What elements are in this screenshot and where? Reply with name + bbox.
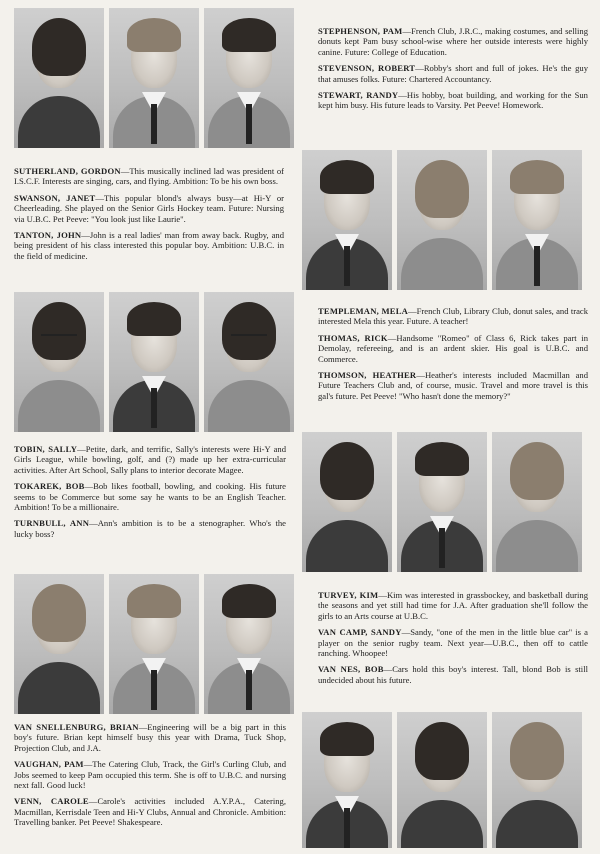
photo-row-3 (14, 292, 294, 432)
bio-entry: STEPHENSON, PAM—French Club, J.R.C., making costumes, and selling donuts kept Pam busy school-wise where her outside interests were highly canine. Future: College of Education. (318, 26, 588, 57)
portrait-tokarek-bob (397, 432, 487, 572)
bio-entry: THOMAS, RICK—Handsome "Romeo" of Class 6, Rick takes part in Demolay, refereeing, and is an ardent skier. His goal is U.B.C. and Commerce. (318, 332, 588, 364)
bio-block-4 (14, 444, 286, 545)
portrait-venn-carole (492, 712, 582, 848)
bio-block-6 (14, 722, 286, 834)
portrait-van-snellenburg-brian (302, 712, 392, 848)
portrait-van-nes-bob (204, 574, 294, 714)
portrait-turnbull-ann (492, 432, 582, 572)
bio-entry: STEWART, RANDY—His hobby, boat building, and working for the Sun kept him busy. His future leads to Varsity. Pet Peeve! Homework. (318, 90, 588, 111)
portrait-stephenson-pam (14, 8, 104, 148)
bio-block-1 (318, 26, 588, 117)
photo-row-2 (302, 150, 582, 290)
bio-block-2 (14, 166, 284, 267)
portrait-sutherland-gordon (302, 150, 392, 290)
portrait-vaughan-pam (397, 712, 487, 848)
portrait-thomas-rick (109, 292, 199, 432)
portrait-tanton-john (492, 150, 582, 290)
bio-entry: VAN NES, BOB—Cars hold this boy's interest. Tall, blond Bob is still undecided about his future. (318, 664, 588, 685)
bio-block-3 (318, 306, 588, 407)
bio-entry: SWANSON, JANET—This popular blond's always busy—at Hi-Y or Cheerleading. She played on the Senior Girls Hockey team. Future: Nursing via U.B.C. Pet Peeve: "You look just like Laurie". (14, 192, 284, 224)
portrait-stevenson-robert (109, 8, 199, 148)
bio-entry: TOBIN, SALLY—Petite, dark, and terrific, Sally's interests were Hi-Y and Girls League, while bowling, golf, and (?) made up her extra-curricular activities. After Art School, Sally plans to interior decorate Magee. (14, 444, 287, 475)
photo-row-5 (14, 574, 294, 714)
portrait-van-camp-sandy (109, 574, 199, 714)
bio-entry: VAN CAMP, SANDY—Sandy, "one of the men in the little blue car" is a player on the senior rugby team. Next year—U.B.C., then off to cattle ranching. Whoopee! (318, 627, 588, 659)
portrait-turvey-kim (14, 574, 104, 714)
portrait-tobin-sally (302, 432, 392, 572)
portrait-templeman-mela (14, 292, 104, 432)
bio-entry: TOKAREK, BOB—Bob likes football, bowling, and cooking. His future seems to be Commerce but some say he wants to be an English Teacher. Ambition! To be a millionaire. (14, 481, 286, 513)
photo-row-4 (302, 432, 582, 572)
bio-block-5 (318, 590, 588, 691)
bio-entry: TANTON, JOHN—John is a real ladies' man from away back. Rugby, and being president of his class interested this popular boy. Ambition: U.B.C. in the field of medicine. (14, 230, 284, 261)
bio-entry: VENN, CAROLE—Carole's activities included A.Y.P.A., Catering, Macmillan, Kerrisdale Teen and Hi-Y Clubs, Annual and Chronicle. Ambition: Travelling banker. Pet Peeve! Shakespeare. (14, 796, 286, 828)
bio-entry: STEVENSON, ROBERT—Robby's short and full of jokes. He's the guy that amuses folks. Future: Chartered Accountancy. (318, 63, 588, 84)
portrait-stewart-randy (204, 8, 294, 148)
bio-entry: TURVEY, KIM—Kim was interested in grassbockey, and basketball during the seasons and yet still had time for J.A. After graduation she'll follow the girls to an Arts course at U.B.C. (318, 590, 588, 621)
photo-row-6 (302, 712, 582, 848)
bio-entry: SUTHERLAND, GORDON—This musically inclined lad was president of I.S.C.F. Interests are singing, cars, and flying. Ambition: To be his own boss. (14, 166, 284, 187)
portrait-swanson-janet (397, 150, 487, 290)
bio-entry: VAUGHAN, PAM—The Catering Club, Track, the Girl's Curling Club, and Jobs seemed to keep Pam occupied this term. She is off to U.B.C. and nursing next fall. Good luck! (14, 759, 286, 791)
portrait-thomson-heather (204, 292, 294, 432)
photo-row-1 (14, 8, 294, 148)
bio-entry: VAN SNELLENBURG, BRIAN—Engineering will be a big part in this boy's future. Brian kept himself busy this year with Drama, Tuck Shop, Projection Club, and J.A. (14, 722, 287, 753)
bio-entry: TEMPLEMAN, MELA—French Club, Library Club, donut sales, and track interested Mela this year. Future. A teacher! (318, 306, 588, 327)
bio-entry: TURNBULL, ANN—Ann's ambition is to be a stenographer. Who's the lucky boss? (14, 518, 286, 539)
bio-entry: THOMSON, HEATHER—Heather's interests included Macmillan and Future Teachers Club and, of course, music. Travel and more travel is this gal's future. Pet Peeve! "Who hasn't done the memory?" (318, 370, 588, 401)
